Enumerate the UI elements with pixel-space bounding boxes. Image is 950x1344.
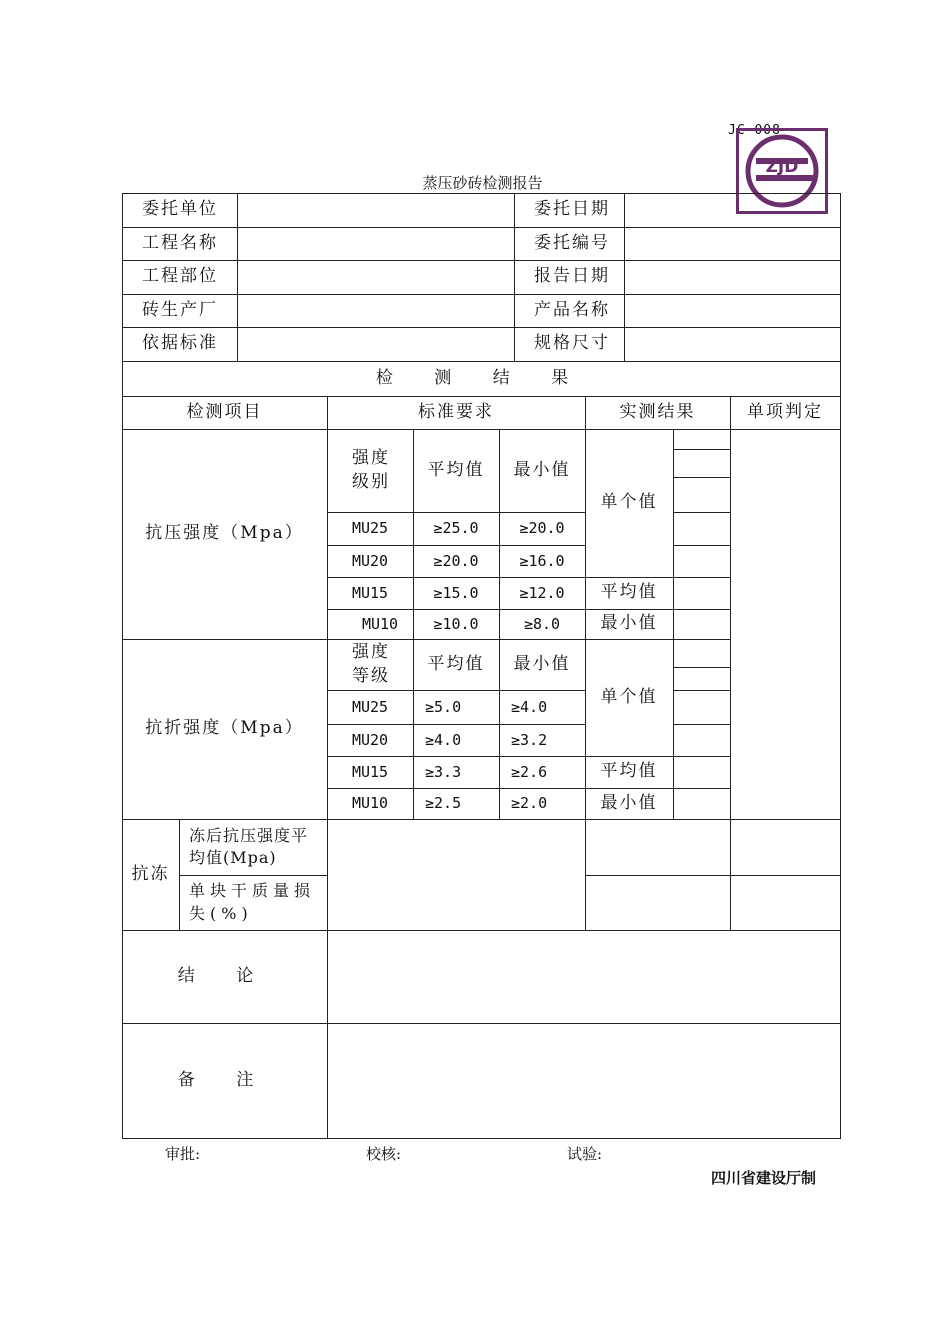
flexural-grade: MU10 bbox=[351, 794, 389, 812]
flexural-grade: MU20 bbox=[351, 730, 389, 749]
approve-label: 审批: bbox=[165, 1145, 201, 1163]
report-date-label: 报告日期 bbox=[534, 266, 610, 287]
spec-size-label: 规格尺寸 bbox=[534, 333, 610, 354]
compressive-min: ≥8.0 bbox=[523, 614, 561, 633]
test-label: 试验: bbox=[567, 1145, 603, 1163]
flexural-measured-avg: 平均值 bbox=[600, 761, 658, 782]
commission-date-label: 委托日期 bbox=[534, 199, 610, 220]
report-title: 蒸压砂砖检测报告 bbox=[422, 174, 543, 192]
frost-label: 抗冻 bbox=[131, 863, 170, 884]
flexural-avg-label: 平均值 bbox=[427, 653, 485, 674]
compressive-min: ≥16.0 bbox=[519, 551, 565, 570]
compressive-min: ≥20.0 bbox=[519, 519, 565, 537]
column-requirement: 标准要求 bbox=[418, 401, 494, 422]
compressive-avg: ≥20.0 bbox=[433, 551, 479, 570]
compressive-grade: MU25 bbox=[351, 519, 389, 537]
flexural-avg: ≥3.3 bbox=[425, 762, 462, 781]
compressive-min-label: 最小值 bbox=[513, 459, 571, 480]
compressive-avg-label: 平均值 bbox=[427, 459, 485, 480]
conclusion-label: 结 论 bbox=[177, 965, 272, 986]
compressive-grade: MU20 bbox=[351, 551, 389, 570]
flexural-min: ≥2.6 bbox=[511, 762, 548, 781]
flexural-min: ≥3.2 bbox=[511, 730, 548, 749]
compressive-measured-min: 最小值 bbox=[600, 613, 658, 634]
client-unit-label: 委托单位 bbox=[142, 199, 218, 220]
flexural-min-label: 最小值 bbox=[513, 653, 571, 674]
flexural-min: ≥4.0 bbox=[511, 697, 548, 716]
compressive-min: ≥12.0 bbox=[519, 583, 565, 602]
flexural-avg: ≥2.5 bbox=[425, 794, 462, 812]
project-name-label: 工程名称 bbox=[142, 232, 218, 253]
mass-loss-label: 单块干质量损失(%) bbox=[189, 881, 316, 923]
compressive-measured-avg: 平均值 bbox=[600, 582, 658, 603]
compressive-avg: ≥15.0 bbox=[433, 583, 479, 602]
compressive-single-label: 单个值 bbox=[600, 492, 658, 513]
results-heading: 检 测 结 果 bbox=[375, 367, 587, 388]
issuer-label: 四川省建设厅制 bbox=[710, 1169, 816, 1187]
column-judgement: 单项判定 bbox=[747, 401, 823, 422]
compressive-grade-label: 强度级别 bbox=[352, 447, 390, 492]
compressive-grade: MU10 bbox=[361, 614, 399, 633]
flexural-single-label: 单个值 bbox=[600, 686, 658, 707]
project-part-label: 工程部位 bbox=[142, 266, 218, 287]
manufacturer-label: 砖生产厂 bbox=[142, 299, 218, 320]
commission-no-label: 委托编号 bbox=[534, 232, 610, 253]
logo-text: ZJD bbox=[765, 157, 799, 177]
compressive-grade: MU15 bbox=[351, 583, 389, 602]
flexural-min: ≥2.0 bbox=[511, 794, 548, 812]
standard-label: 依据标准 bbox=[142, 333, 218, 354]
flexural-grade: MU15 bbox=[351, 762, 389, 781]
after-freeze-label: 冻后抗压强度平均值(Mpa) bbox=[189, 825, 309, 867]
column-measured: 实测结果 bbox=[619, 401, 696, 422]
column-item: 检测项目 bbox=[186, 401, 263, 422]
compressive-label: 抗压强度（Mpa） bbox=[145, 523, 304, 544]
flexural-label: 抗折强度（Mpa） bbox=[145, 718, 304, 739]
flexural-avg: ≥4.0 bbox=[425, 730, 462, 749]
compressive-avg: ≥10.0 bbox=[433, 614, 479, 633]
flexural-measured-min: 最小值 bbox=[600, 792, 658, 813]
document-code: JC-008 bbox=[728, 123, 781, 138]
product-name-label: 产品名称 bbox=[534, 299, 610, 320]
compressive-avg: ≥25.0 bbox=[433, 519, 479, 537]
remark-label: 备 注 bbox=[177, 1069, 272, 1090]
flexural-grade: MU25 bbox=[351, 697, 389, 716]
check-label: 校核: bbox=[366, 1145, 402, 1163]
flexural-grade-label: 强度等级 bbox=[352, 641, 390, 686]
flexural-avg: ≥5.0 bbox=[425, 697, 462, 716]
